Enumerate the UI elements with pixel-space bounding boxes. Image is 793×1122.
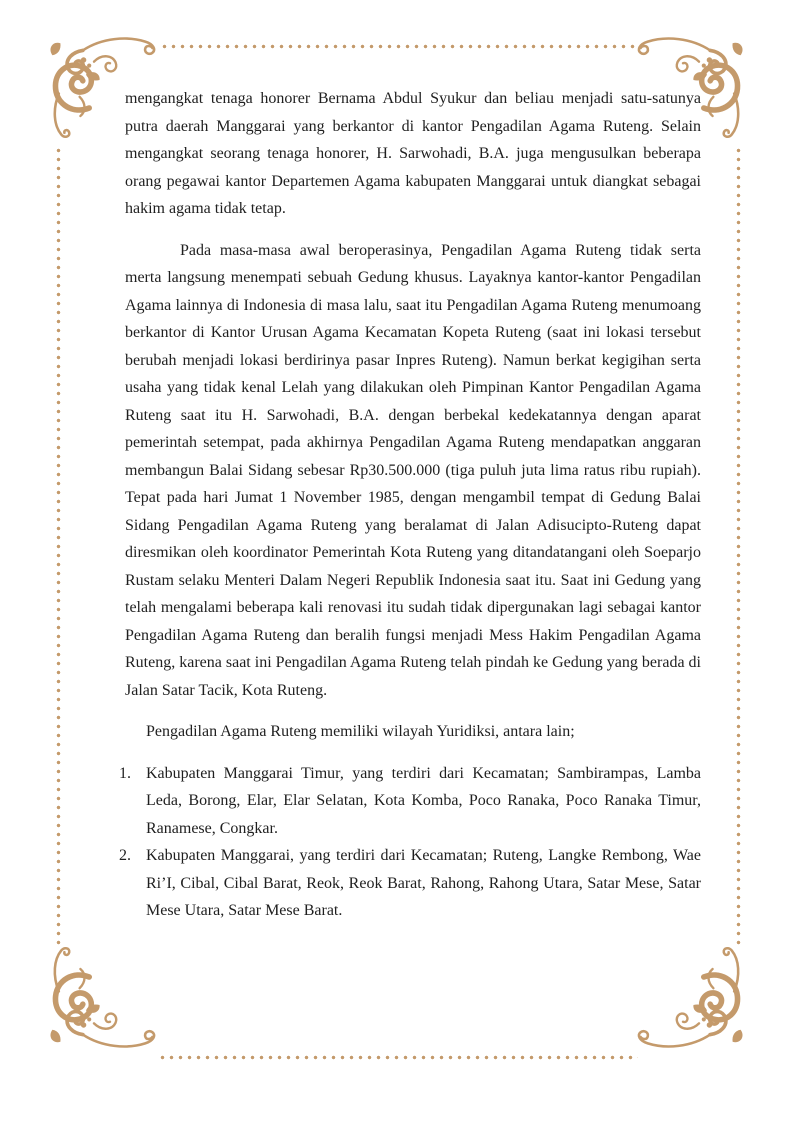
- list-number: 2.: [119, 847, 131, 864]
- corner-flourish-bottom-right-icon: [635, 945, 755, 1065]
- jurisdiction-list: [119, 760, 701, 925]
- document-body: [119, 85, 701, 925]
- paragraph-history: Pada masa-masa awal beroperasinya, Pengadilan Agama Ruteng tidak serta merta langsung menempati sebuah Gedung khusus. Layaknya kantor-kantor Pengadilan Agama lainnya di Indonesia di masa lalu, saat itu Pengadilan Agama Ruteng menumoang berkantor di Kantor Urusan Agama Kecamatan Kopeta Ruteng (saat ini lokasi tersebut berubah menjadi lokasi berdirinya pasar Inpres Ruteng). Namun berkat kegigihan serta usaha yang tidak kenal Lelah yang dilakukan oleh Pimpinan Kantor Pengadilan Agama Ruteng saat itu H. Sarwohadi, B.A. dengan berbekal kedekatannya dengan aparat pemerintah setempat, pada akhirnya Pengadilan Agama Ruteng mendapatkan anggaran membangun Balai Sidang sebesar Rp30.500.000 (tiga puluh juta lima ratus ribu rupiah). Tepat pada hari Jumat 1 November 1985, dengan mengambil tempat di Gedung Balai Sidang Pengadilan Agama Ruteng yang beralamat di Jalan Adisucipto-Ruteng dapat diresmikan oleh koordinator Pemerintah Kota Ruteng yang ditandatangani oleh Soeparjo Rustam selaku Menteri Dalam Negeri Republik Indonesia saat itu. Saat ini Gedung yang telah mengalami beberapa kali renovasi itu sudah tidak dipergunakan lagi sebagai kantor Pengadilan Agama Ruteng dan beralih fungsi menjadi Mess Hakim Pengadilan Agama Ruteng, karena saat ini Pengadilan Agama Ruteng telah pindah ke Gedung yang berada di Jalan Satar Tacik, Kota Ruteng.: [125, 241, 701, 699]
- list-item-manggarai: [119, 842, 701, 925]
- list-text: Kabupaten Manggarai, yang terdiri dari Kecamatan; Ruteng, Langke Rembong, Wae Ri’I, Cibal, Cibal Barat, Reok, Reok Barat, Rahong, Rahong Utara, Satar Mese, Satar Mese Utara, Satar Mese Barat.: [146, 847, 701, 919]
- list-text: Kabupaten Manggarai Timur, yang terdiri dari Kecamatan; Sambirampas, Lamba Leda, Borong, Elar, Elar Selatan, Kota Komba, Poco Ranaka, Poco Ranaka Timur, Ranamese, Congkar.: [146, 764, 701, 837]
- list-number: 1.: [119, 764, 131, 782]
- corner-flourish-bottom-left-icon: [38, 945, 158, 1065]
- dotted-border-top: [160, 44, 638, 49]
- dotted-border-right: [736, 146, 741, 946]
- dotted-border-left: [56, 146, 61, 946]
- paragraph-continuation: mengangkat tenaga honorer Bernama Abdul Syukur dan beliau menjadi satu-satunya putra daerah Manggarai yang berkantor di kantor Pengadilan Agama Ruteng. Selain mengangkat seorang tenaga honorer, H. Sarwohadi, B.A. juga mengusulkan beberapa orang pegawai kantor Departemen Agama kabupaten Manggarai untuk diangkat sebagai hakim agama tidak tetap.: [125, 90, 701, 217]
- paragraph-jurisdiction-intro: Pengadilan Agama Ruteng memiliki wilayah Yuridiksi, antara lain;: [146, 723, 575, 740]
- list-item-manggarai-timur: [119, 760, 701, 843]
- dotted-border-bottom: [158, 1055, 638, 1060]
